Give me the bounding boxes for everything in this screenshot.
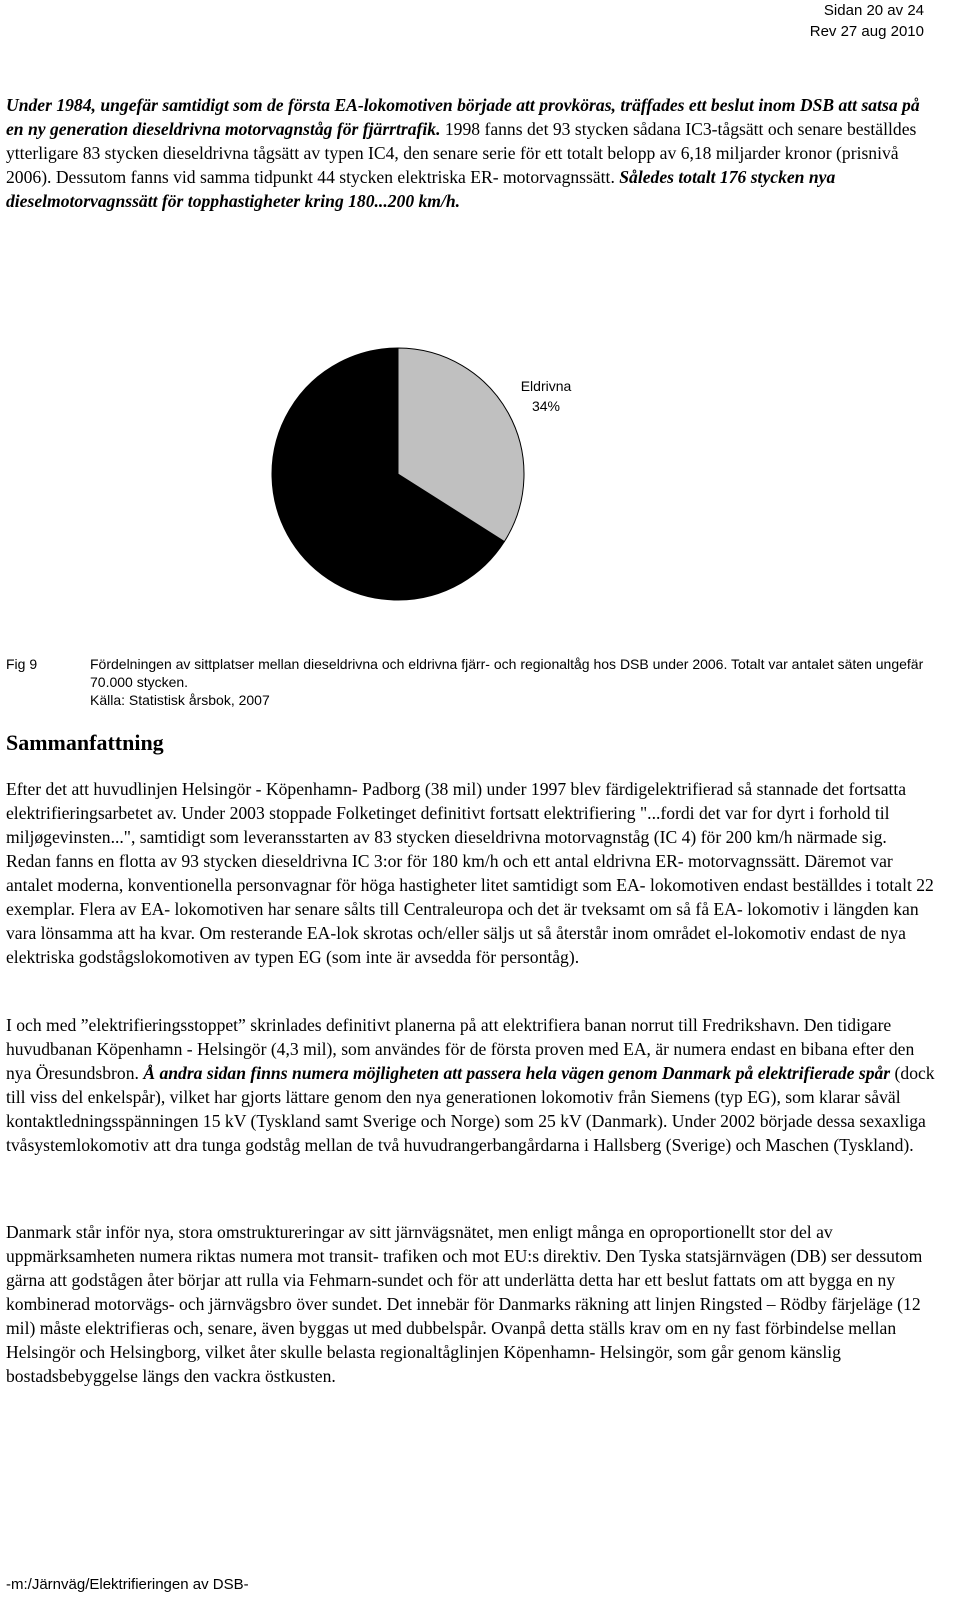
page-header	[810, 0, 924, 42]
intro-paragraph	[6, 93, 936, 213]
summary-p2-start: I och med ”elektrifieringsstoppet” skrinlades definitivt planerna på att elektrifiera banan norrut till Fredrikshavn. Den tidigare huvudbanan Köpenhamn - Helsingör (4,3 mil), som användes för de första proven med EA, är numera endast en bibana efter den nya Öresundsbron.	[6, 1015, 915, 1083]
label-dieseldriv	[213, 536, 274, 566]
summary-paragraph-3: Danmark står inför nya, stora omstruktureringar av sitt järnvägsnätet, men enligt många en oproportionellt stor del av uppmärksamheten numera riktas numera mot transit- trafiken och mot EU:s direktiv. Den Tyska statsjärnvägen (DB) ser dessutom gärna att godstågen åter börjar att rulla via Fehmarn-sundet och för att underlätta detta har ett beslut fattats om att bygga en ny kombinerad motorvägs- och järnvägsbro över sundet. Det innebär för Danmarks räkning att linjen Ringsted – Rödby färjeläge (12 mil) måste elektrifieras och, senare, även byggas ut med dubbelspår. Ovanpå detta ställs krav om en ny fast förbindelse mellan Helsingör och Helsingborg, vilket åter skulle belasta regionaltåglinjen Köpenhamn- Helsingör, som går genom känslig bostadsbebyggelse längs den vackra östkusten.	[6, 1222, 923, 1386]
label-dieseldriv-percent: 66%	[229, 570, 259, 586]
summary-paragraph-2	[6, 1013, 936, 1157]
figure-caption-text: Fördelningen av sittplatser mellan dieseldrivna och eldrivna fjärr- och regionaltåg hos DSB under 2006. Totalt var antalet säten ungefär 70.000 stycken.	[90, 656, 924, 690]
summary-p2-emphasis: Å andra sidan finns numera möjligheten att passera hela vägen genom Danmark på elektrifierade spår	[143, 1063, 891, 1083]
intro-italic-end: Således totalt 176 stycken nya dieselmotorvagnssätt för topphastigheter kring 180...200 km/h.	[6, 167, 836, 211]
summary-p2-end: (dock till viss del enkelspår), vilket har gjorts lättare genom den nya generationen lokomotiv från Siemens (typ EG), som klarar såväl kontaktledningsspänningen 15 kV (Tyskland samt Sverige och Norge) som 25 kV (Danmark). Under 2002 började dessa sexaxliga tvåsystemlokomotiv att dra tunga godståg mellan de två huvudrangerbangårdarna i Hallsberg (Sverige) och Maschen (Tyskland).	[6, 1063, 935, 1155]
section-heading: Sammanfattning	[6, 730, 164, 755]
figure-number: Fig 9	[6, 656, 38, 672]
intro-text: 1998 fanns det 93 stycken sådana IC3-tågsätt och senare beställdes ytterligare 83 stycken dieseldrivna tågsätt av typen IC4, den senare serie för ett totalt belopp av 6,18 miljarder kronor (prisnivå 2006). Dessutom fanns vid samma tidpunkt 44 stycken elektriska ER- motorvagnssätt.	[6, 119, 917, 187]
intro-italic: Under 1984, ungefär samtidigt som de första EA-lokomotiven började att provköras, träffades ett beslut inom DSB att satsa på en ny generation dieseldrivna motorvagnståg för fjärrtrafik.	[6, 95, 920, 139]
summary-paragraph-1: Efter det att huvudlinjen Helsingör - Köpenhamn- Padborg (38 mil) under 1997 blev färdigelektrifierad så stannade det fortsatta elektrifieringsarbetet av. Under 2003 stoppade Folketinget definitivt fortsatt elektrifiering "...fordi det var for dyrt i forhold til miljøgevinsten...", samtidigt som leveransstarten av 83 stycken dieseldrivna motorvagnståg (IC 4) för 200 km/h närmade sig. Redan fanns en flotta av 93 stycken dieseldrivna IC 3:or för 180 km/h och ett antal eldrivna ER- motorvagnssätt. Däremot var antalet moderna, konventionella personvagnar för höga hastigheter litet samtidigt som EA- lokomotiven endast beställdes i totalt 22 exemplar. Flera av EA- lokomotiven har senare sålts till Centraleuropa och det är tveksamt om så få EA- lokomotiv i längden kan vara lönsamma att ha kvar. Om resterande EA-lok skrotas och/eller säljs ut så återstår inom området el-lokomotiv endast de nya elektriska godstågslokomotiven av typen EG (som inte är avsedda för persontåg).	[6, 779, 934, 967]
footer-path: -m:/Järnväg/Elektrifieringen av DSB-	[6, 1576, 249, 1593]
label-eldrivna-percent: 34%	[531, 398, 561, 414]
page-number: Sidan 20 av 24	[823, 2, 924, 19]
label-dieseldriv-line: Dieseldriv	[213, 536, 275, 552]
label-dieseldriv-line: .	[242, 550, 246, 566]
label-eldrivna: Eldrivna	[520, 378, 572, 394]
revision-date: Rev 27 aug 2010	[809, 23, 924, 40]
figure-source: Källa: Statistisk årsbok, 2007	[90, 692, 270, 708]
pie-chart	[0, 330, 960, 630]
